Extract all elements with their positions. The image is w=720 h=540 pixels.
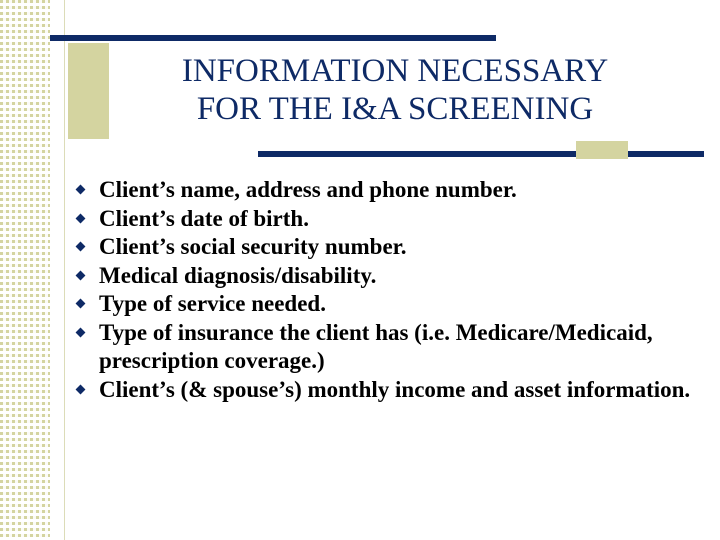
title-accent-block xyxy=(68,43,109,139)
slide-title-line-2: FOR THE I&A SCREENING xyxy=(196,91,594,127)
list-item-text: Client’s name, address and phone number. xyxy=(99,177,517,202)
diamond-bullet-icon xyxy=(76,242,86,252)
bullet-list xyxy=(76,176,706,404)
diamond-bullet-icon xyxy=(76,327,86,337)
list-item-text: Medical diagnosis/disability. xyxy=(99,262,377,288)
diamond-bullet-icon xyxy=(76,299,86,309)
list-item xyxy=(76,290,706,319)
bottom-bar-accent-block xyxy=(576,141,628,159)
diamond-bullet-icon xyxy=(76,270,86,280)
diamond-bullet-icon xyxy=(76,185,86,195)
title-bottom-bar xyxy=(258,151,704,157)
list-item-text: Client’s date of birth. xyxy=(99,205,309,231)
striped-margin-decoration xyxy=(0,0,50,540)
list-item xyxy=(76,319,706,376)
list-item-text: Type of service needed. xyxy=(99,291,326,316)
diamond-bullet-icon xyxy=(76,384,86,394)
list-item xyxy=(76,176,706,205)
list-item xyxy=(76,376,706,405)
slide-title-line-1: INFORMATION NECESSARY xyxy=(181,53,609,89)
title-top-bar xyxy=(50,35,496,41)
list-item-text: Client’s (& spouse’s) monthly income and asset information. xyxy=(99,376,691,402)
list-item xyxy=(76,233,706,262)
slide-title xyxy=(115,52,675,128)
list-item-text: Type of insurance the client has (i.e. Medicare/Medicaid, prescription coverage.) xyxy=(99,319,653,373)
diamond-bullet-icon xyxy=(76,213,86,223)
list-item xyxy=(76,262,706,291)
list-item-text: Client’s social security number. xyxy=(99,234,407,259)
margin-rule xyxy=(64,0,65,540)
list-item xyxy=(76,205,706,234)
